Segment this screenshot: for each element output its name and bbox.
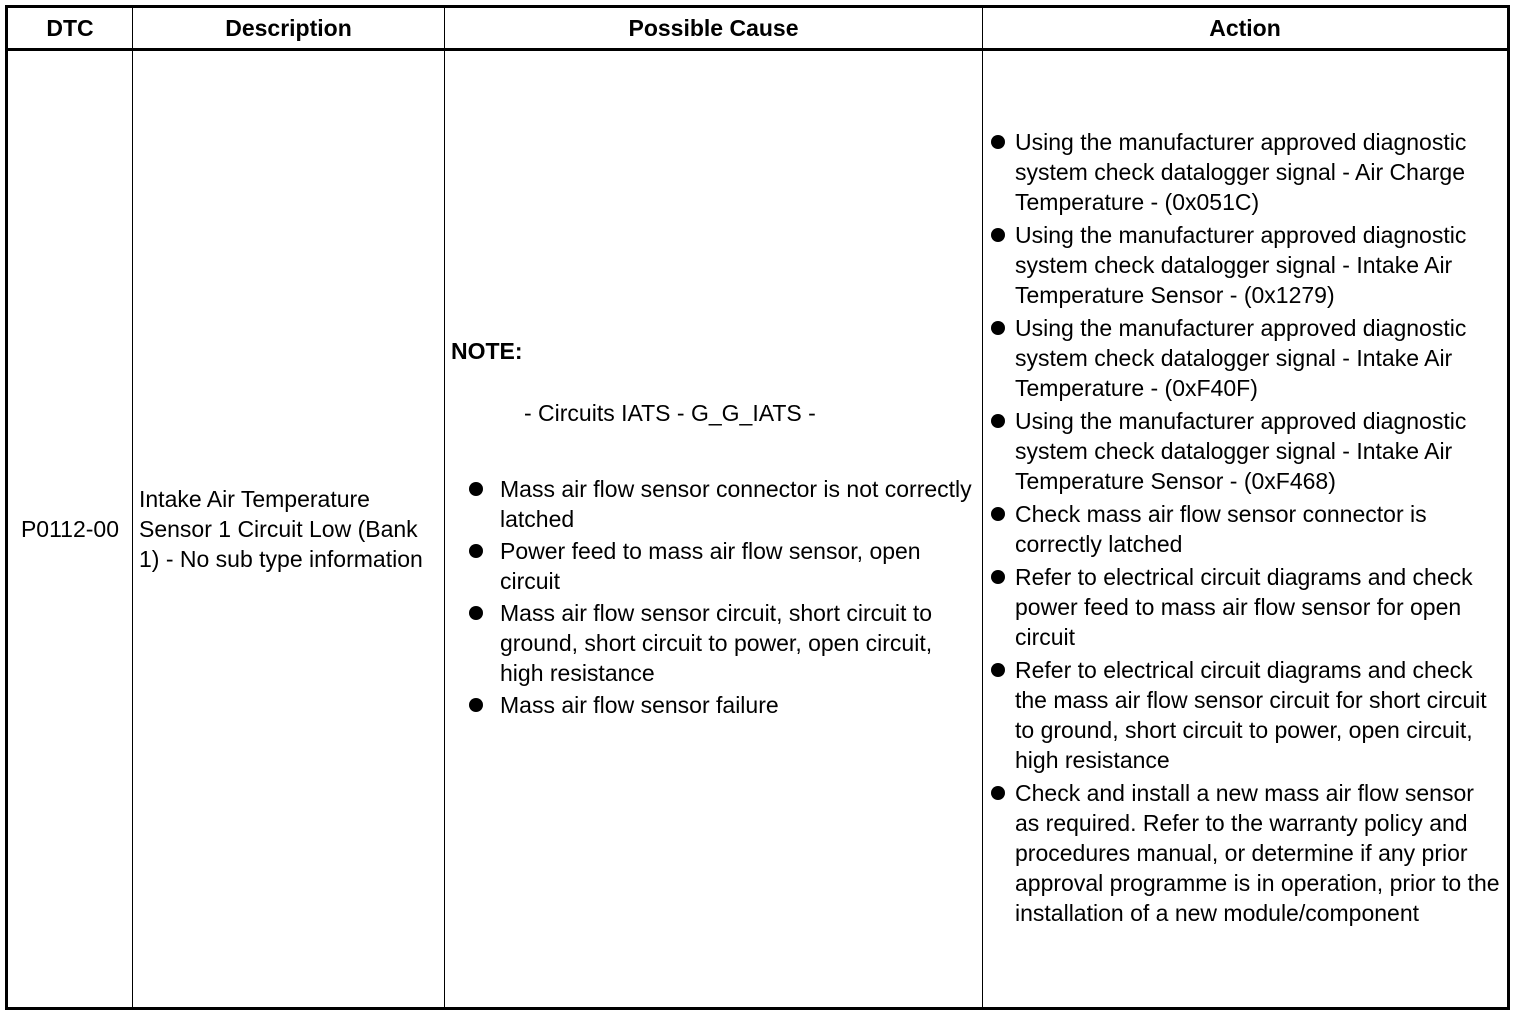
bullet-icon (991, 414, 1005, 428)
dtc-table (5, 5, 1510, 1010)
bullet-icon (469, 698, 483, 712)
list-item (451, 474, 976, 534)
bullet-icon (991, 135, 1005, 149)
action-text: Using the manufacturer approved diagnostic system check datalogger signal - Intake Air Temperature Sensor - (0xF468) (1015, 408, 1467, 494)
bullet-icon (991, 570, 1005, 584)
cause-text: Mass air flow sensor connector is not correctly latched (500, 476, 972, 532)
note-title: NOTE: (451, 338, 523, 364)
list-item (989, 220, 1501, 310)
header-row (7, 7, 1509, 50)
list-item (451, 598, 976, 688)
list-item (989, 127, 1501, 217)
cause-list (451, 474, 976, 720)
bullet-icon (991, 663, 1005, 677)
header-possible-cause: Possible Cause (445, 7, 983, 50)
list-item (989, 655, 1501, 775)
action-text: Using the manufacturer approved diagnostic system check datalogger signal - Intake Air Temperature Sensor - (0x1279) (1015, 222, 1467, 308)
bullet-icon (469, 544, 483, 558)
bullet-icon (991, 228, 1005, 242)
action-text: Refer to electrical circuit diagrams and check power feed to mass air flow sensor for open circuit (1015, 564, 1473, 650)
list-item (451, 690, 976, 720)
action-text: Using the manufacturer approved diagnostic system check datalogger signal - Intake Air Temperature - (0xF40F) (1015, 315, 1467, 401)
bullet-icon (469, 606, 483, 620)
list-item (989, 562, 1501, 652)
action-text: Check and install a new mass air flow sensor as required. Refer to the warranty policy and procedures manual, or determine if any prior approval programme is in operation, prior to the installation of a new module/component (1015, 780, 1500, 926)
action-text: Check mass air flow sensor connector is correctly latched (1015, 501, 1427, 557)
bullet-icon (991, 507, 1005, 521)
cause-text: Power feed to mass air flow sensor, open circuit (500, 538, 921, 594)
table-row (7, 50, 1509, 1009)
header-action: Action (983, 7, 1509, 50)
header-dtc: DTC (7, 7, 133, 50)
list-item (451, 536, 976, 596)
dtc-description: Intake Air Temperature Sensor 1 Circuit Low (Bank 1) - No sub type information (133, 50, 445, 1009)
header-description: Description (133, 7, 445, 50)
cause-text: Mass air flow sensor circuit, short circuit to ground, short circuit to power, open circuit, high resistance (500, 600, 933, 686)
cause-text: Mass air flow sensor failure (500, 692, 779, 718)
note-circuits: - Circuits IATS - G_G_IATS - (524, 400, 816, 426)
bullet-icon (469, 482, 483, 496)
action-list (989, 127, 1501, 928)
possible-cause-cell (445, 50, 983, 1009)
bullet-icon (991, 321, 1005, 335)
list-item (989, 406, 1501, 496)
action-text: Using the manufacturer approved diagnostic system check datalogger signal - Air Charge Temperature - (0x051C) (1015, 129, 1467, 215)
list-item (989, 778, 1501, 928)
list-item (989, 499, 1501, 559)
list-item (989, 313, 1501, 403)
dtc-code: P0112-00 (7, 50, 133, 1009)
bullet-icon (991, 786, 1005, 800)
action-cell (983, 50, 1509, 1009)
action-text: Refer to electrical circuit diagrams and check the mass air flow sensor circuit for short circuit to ground, short circuit to power, open circuit, high resistance (1015, 657, 1487, 773)
